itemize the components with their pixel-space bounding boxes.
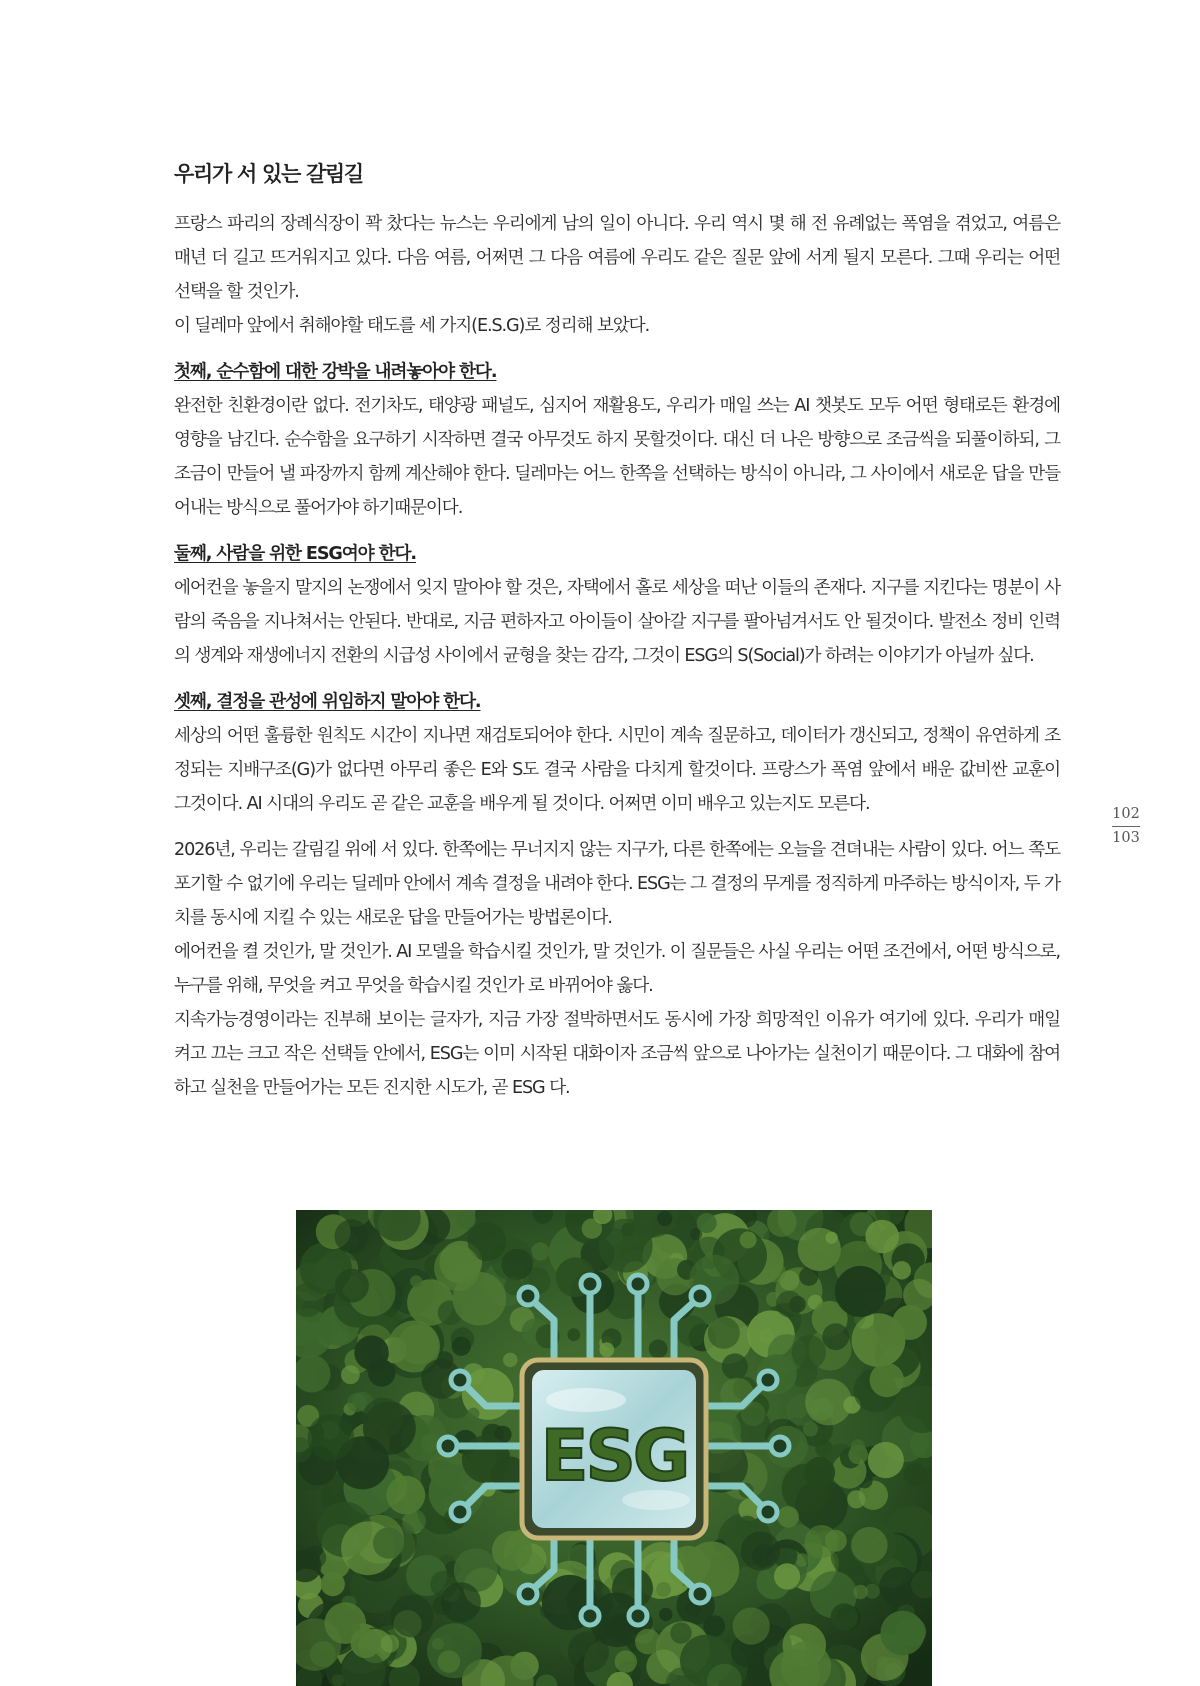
closing-paragraph: 2026년, 우리는 갈림길 위에 서 있다. 한쪽에는 무너지지 않는 지구가, 다른 한쪽에는 오늘을 견뎌내는 사람이 있다. 어느 쪽도 포기할 수 없기에 우리는 딜레마 안에서 계속 결정을 내려야 한다. ESG는 그 결정의 무게를 정직하게 마주하는 방식이자, 두 가치를 동시에 지킬 수 있는 새로운 답을 만들어가는 방법론이다. (174, 840, 1060, 928)
page-number-left: 102 (1112, 806, 1140, 822)
intro-paragraph: 프랑스 파리의 장례식장이 꽉 찼다는 뉴스는 우리에게 남의 일이 아니다. 우리 역시 몇 해 전 유례없는 폭염을 겪었고, 여름은 매년 더 길고 뜨거워지고 있다. 다음 여름, 어쩌면 그 다음 여름에 우리도 같은 질문 앞에 서게 될지 모른다. 그때 우리는 어떤 선택을 할 것인가. (174, 214, 1060, 302)
closing-paragraph: 지속가능경영이라는 진부해 보이는 글자가, 지금 가장 절박하면서도 동시에 가장 희망적인 이유가 여기에 있다. 우리가 매일 켜고 끄는 크고 작은 선택들 안에서, ESG는 이미 시작된 대화이자 조금씩 앞으로 나아가는 실천이기 때문이다. 그 대화에 참여하고 실천을 만들어가는 모든 진지한 시도가, 곧 ESG 다. (174, 1010, 1060, 1098)
section-title: 우리가 서 있는 갈림길 (174, 162, 363, 186)
point-body-s: 에어컨을 놓을지 말지의 논쟁에서 잊지 말아야 할 것은, 자택에서 홀로 세상을 떠난 이들의 존재다. 지구를 지킨다는 명분이 사람의 죽음을 지나쳐서는 안된다. 반대로, 지금 편하자고 아이들이 살아갈 지구를 팔아넘겨서도 안 될것이다. 발전소 정비 인력의 생계와 재생에너지 전환의 시급성 사이에서 균형을 찾는 감각, 그것이 ESG의 S(Social)가 하려는 이야기가 아닐까 싶다. (174, 578, 1060, 666)
esg-forest-circuit-illustration (296, 1210, 932, 1686)
point-heading-s: 둘째, 사람을 위한 ESG여야 한다. (174, 544, 416, 564)
page-number (1110, 804, 1142, 849)
point-heading-g: 셋째, 결정을 관성에 위임하지 말아야 한다. (174, 692, 481, 712)
page-number-divider (1112, 826, 1140, 827)
esg-label: ESG (540, 1415, 688, 1497)
point-body-e: 완전한 친환경이란 없다. 전기차도, 태양광 패널도, 심지어 재활용도, 우리가 매일 쓰는 AI 챗봇도 모두 어떤 형태로든 환경에 영향을 남긴다. 순수함을 요구하기 시작하면 결국 아무것도 하지 못할것이다. 대신 더 나은 방향으로 조금씩을 되풀이하되, 그 조금이 만들어 낼 파장까지 함께 계산해야 한다. 딜레마는 어느 한쪽을 선택하는 방식이 아니라, 그 사이에서 새로운 답을 만들어내는 방식으로 풀어가야 하기때문이다. (174, 396, 1060, 518)
closing-paragraph: 에어컨을 켤 것인가, 말 것인가. AI 모델을 학습시킬 것인가, 말 것인가. 이 질문들은 사실 우리는 어떤 조건에서, 어떤 방식으로, 누구를 위해, 무엇을 켜고 무엇을 학습시킬 것인가 로 바뀌어야 옳다. (174, 942, 1060, 996)
point-body-g: 세상의 어떤 훌륭한 원칙도 시간이 지나면 재검토되어야 한다. 시민이 계속 질문하고, 데이터가 갱신되고, 정책이 유연하게 조정되는 지배구조(G)가 없다면 아무리 좋은 E와 S도 결국 사람을 다치게 할것이다. 프랑스가 폭염 앞에서 배운 값비싼 교훈이 그것이다. AI 시대의 우리도 곧 같은 교훈을 배우게 될 것이다. 어쩌면 이미 배우고 있는지도 모른다. (174, 726, 1060, 814)
point-heading-e: 첫째, 순수함에 대한 강박을 내려놓아야 한다. (174, 362, 497, 382)
page-number-right: 103 (1112, 830, 1140, 846)
article-body (174, 154, 1060, 1105)
intro-paragraph: 이 딜레마 앞에서 취해야할 태도를 세 가지(E.S.G)로 정리해 보았다. (174, 316, 650, 336)
